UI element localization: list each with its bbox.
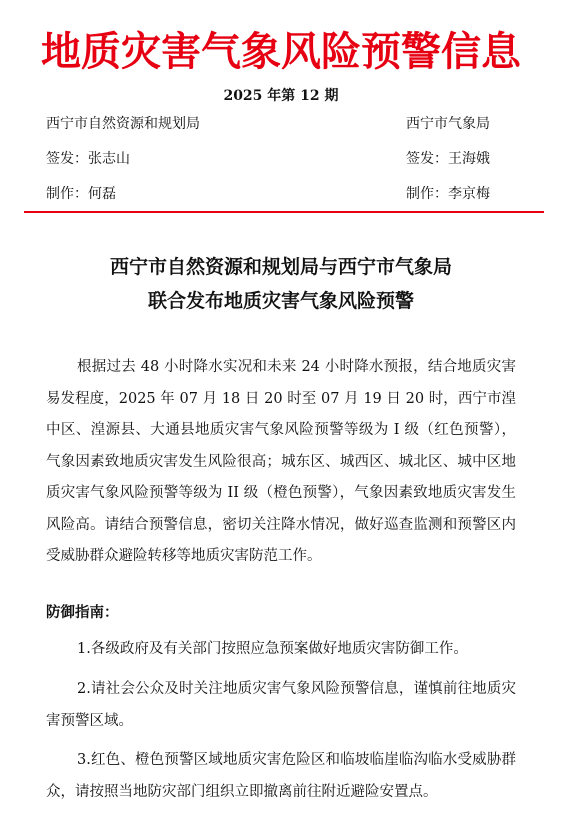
makers-row [46,183,514,203]
guide-item-2: 2.请社会公众及时关注地质灾害气象风险预警信息，谨慎前往地质灾害预警区域。 [46,681,516,729]
left-signer: 签发：张志山 [46,151,130,167]
red-divider [24,211,544,213]
left-org: 西宁市自然资源和规划局 [46,116,200,132]
right-org: 西宁市气象局 [406,116,490,132]
right-maker: 制作：李京梅 [406,186,490,202]
guide-heading: 防御指南： [46,605,119,621]
issue-number: 2025 年第 12 期 [223,88,339,104]
masthead-title: 地质灾害气象风险预警信息 [41,29,521,75]
document-title-line1: 西宁市自然资源和规划局与西宁市气象局 [109,256,452,278]
right-signer: 签发：王海娥 [406,151,490,167]
body-paragraph: 根据过去 48 小时降水实况和未来 24 小时降水预报，结合地质灾害易发程度，2025 年 07 月 18 日 20 时至 07 月 19 日 20 时，西宁市湟中区、湟源县、大通县地质灾害气象风险预警等级为 I 级（红色预警），气象因素致地质灾害发生风险很高；城东区、城西区、城北区、城中区地质灾害气象风险预警等级为 II 级（橙色预警），气象因素致地质灾害发生风险高。请结合预警信息，密切关注降水情况，做好巡查监测和预警区内受威胁群众避险转移等地质灾害防范工作。 [46,359,516,564]
guide-item-1: 1.各级政府及有关部门按照应急预案做好地质灾害防御工作。 [77,641,468,657]
left-maker: 制作：何磊 [46,186,116,202]
guide-item-3: 3.红色、橙色预警区域地质灾害危险区和临坡临崖临沟临水受威胁群众，请按照当地防灾部门组织立即撤离前往附近避险安置点。 [46,752,516,800]
document-title-line2: 联合发布地质灾害气象风险预警 [147,290,414,312]
issuer-orgs-row [46,113,514,133]
signers-row [46,148,514,168]
